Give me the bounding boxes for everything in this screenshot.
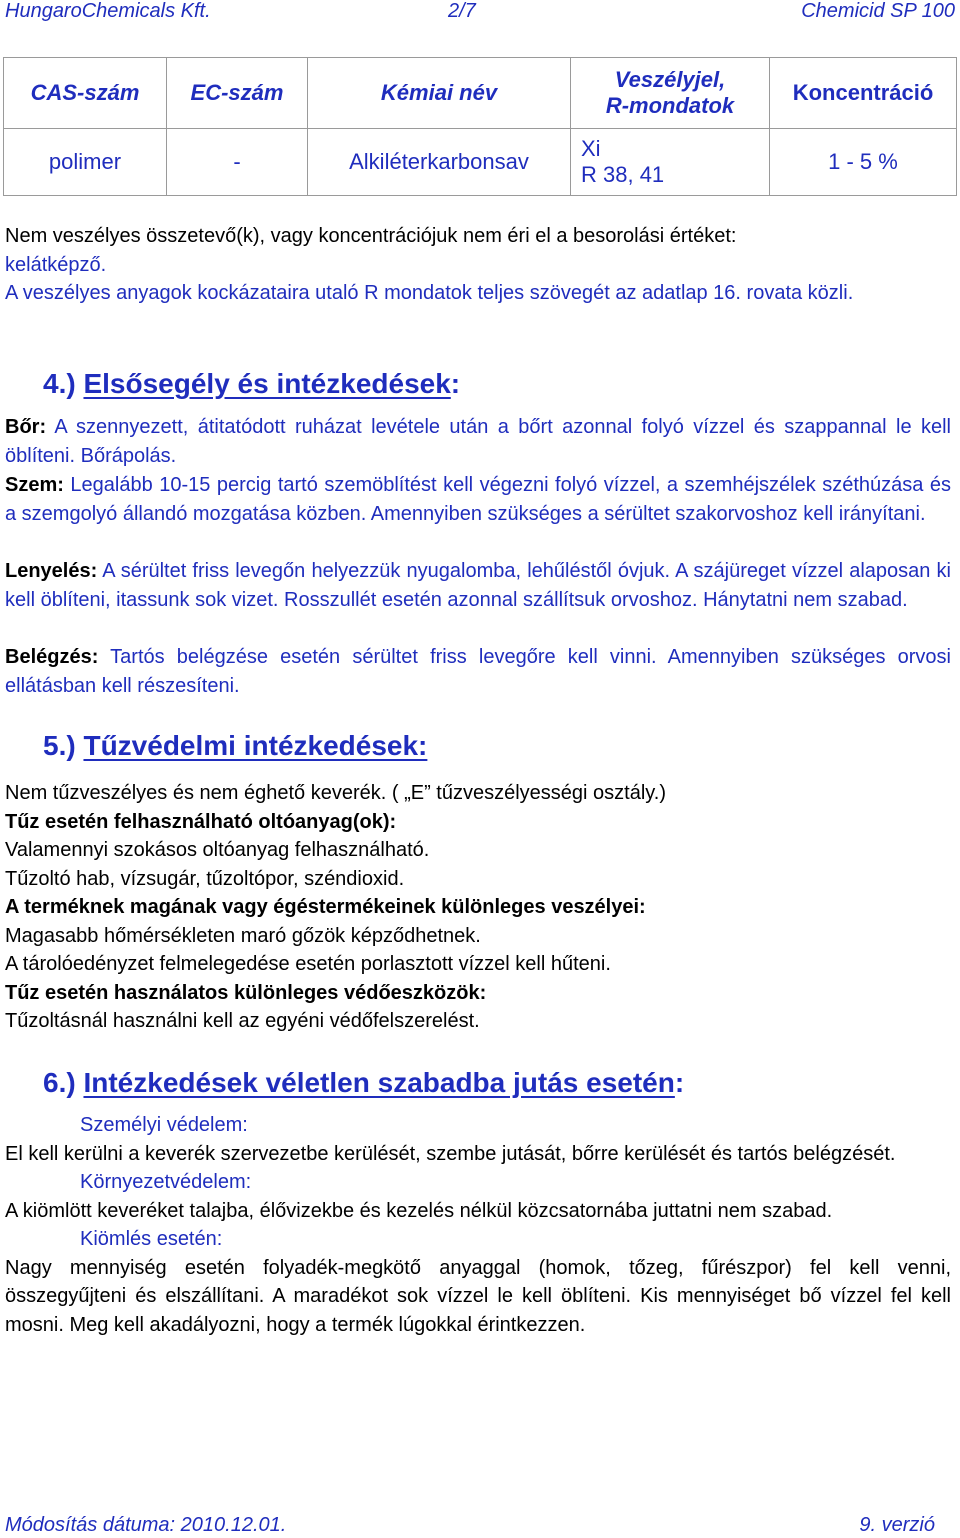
fire-classification: Nem tűzveszélyes és nem éghető keverék. ( „E” tűzveszélyességi osztály.) [5, 782, 666, 804]
cell-cas: polimer [4, 129, 167, 196]
r-phrases-note: A veszélyes anyagok kockázataira utaló R mondatok teljes szövegét az adatlap 16. rovata közli. [5, 282, 854, 304]
section-4-number: 4. [43, 368, 67, 399]
first-aid-eye [5, 471, 951, 528]
personal-protection-text: El kell kerülni a keverék szervezetbe kerülését, szembe jutását, bőrre kerülését és tartós belégzését. [5, 1142, 896, 1165]
ingestion-label: Lenyelés: [5, 560, 98, 582]
eye-label: Szem: [5, 474, 64, 496]
document-name: Chemicid SP 100 [801, 0, 955, 22]
col-ec: EC-szám [167, 58, 308, 129]
protective-equipment-text: Tűzoltásnál használni kell az egyéni védőfelszerelést. [5, 1010, 480, 1032]
version: 9. verzió [859, 1514, 935, 1536]
section-6-title: Intézkedések véletlen szabadba jutás esetén [83, 1067, 675, 1098]
non-hazardous-line: Nem veszélyes összetevő(k), vagy koncentrációjuk nem éri el a besorolási értéket: [5, 225, 737, 247]
inhalation-label: Belégzés: [5, 646, 99, 668]
col-cas: CAS-szám [4, 58, 167, 129]
col-hazard-line2: R-mondatok [605, 93, 735, 118]
environmental-protection-heading: Környezetvédelem: [80, 1171, 252, 1193]
section-4-colon: : [450, 368, 461, 399]
special-hazards-text: Magasabb hőmérsékleten maró gőzök képződhetnek. [5, 924, 481, 947]
skin-label: Bőr: [5, 416, 47, 438]
col-concentration: Koncentráció [770, 58, 957, 129]
container-cooling-text: A tárolóedényzet felmelegedése esetén porlasztott vízzel kell hűteni. [5, 953, 611, 975]
section-6-heading: 6.) Intézkedések véletlen szabadba jutás esetén: [43, 1067, 685, 1098]
cell-hazard [571, 129, 770, 196]
eye-text: Legalább 10-15 percig tartó szemöblítést kell végezni folyó vízzel, a szemhéjszélek széthúzása és a szemgolyó állandó mozgatása közben. Amennyiben szükséges a sérültet szakorvoshoz kell irányítani. [5, 474, 951, 525]
section-6-number: 6. [43, 1067, 67, 1098]
cell-concentration: 1 - 5 % [770, 129, 957, 196]
special-hazards-heading: A terméknek magának vagy égéstermékeinek különleges veszélyei: [5, 896, 646, 918]
table-row [4, 129, 957, 196]
ingestion-text: A sérültet friss levegőn helyezzük nyugalomba, lehűléstől óvjuk. A szájüreget vízzel alaposan ki kell öblíteni, itassunk sok vizet. Rosszullét esetén azonnal szállítsuk orvoshoz. Hánytatni nem szabad. [5, 560, 951, 611]
section-6-colon: : [674, 1067, 685, 1098]
accidental-release [5, 1111, 951, 1339]
skin-text: A szennyezett, átitatódott ruházat levétele után a bőrt azonnal folyó vízzel és szappannal le kell öblíteni. Bőrápolás. [5, 416, 951, 467]
fire-measures [5, 779, 951, 1036]
company-name: HungaroChemicals Kft. [5, 0, 211, 22]
environmental-protection-text: A kiömlött keveréket talajba, élővizekbe és kezelés nélkül közcsatornába juttatni nem szabad. [5, 1199, 833, 1222]
non-hazardous-note [5, 222, 951, 308]
section-5-heading: 5.) Tűzvédelmi intézkedések: [43, 730, 428, 761]
section-4-title: Elsősegély és intézkedések [83, 368, 451, 399]
protective-equipment-heading: Tűz esetén használatos különleges védőeszközök: [5, 981, 487, 1004]
spillage-text: Nagy mennyiség esetén folyadék-megkötő anyaggal (homok, tőzeg, fűrészpor) fel kell venni, összegyűjteni és elszállítani. A maradékot sok vízzel le kell öblíteni. Kis mennyiséget bő vízzel fel kell mosni. Meg kell akadályozni, hogy a termék lúgokkal érintkezzen. [5, 1256, 951, 1336]
cell-chemical-name: Alkiléterkarbonsav [308, 129, 571, 196]
section-4-heading: 4.) Elsősegély és intézkedések: [43, 368, 461, 399]
col-hazard-line1: Veszélyjel, [614, 67, 726, 92]
extinguishing-media-heading: Tűz esetén felhasználható oltóanyag(ok): [5, 810, 397, 833]
spillage-heading: Kiömlés esetén: [80, 1228, 223, 1250]
personal-protection-heading: Személyi védelem: [80, 1114, 248, 1136]
page-footer [5, 1514, 955, 1538]
first-aid-skin [5, 413, 951, 470]
col-hazard [571, 58, 770, 129]
cell-r-phrases: R 38, 41 [581, 162, 665, 187]
revision-date: Módosítás dátuma: 2010.12.01. [5, 1514, 287, 1536]
cell-ec: - [167, 129, 308, 196]
page-number: 2/7 [448, 0, 476, 22]
composition-table [3, 57, 957, 196]
section-5-title: Tűzvédelmi intézkedések: [83, 730, 428, 761]
first-aid-inhalation [5, 643, 951, 700]
table-header-row [4, 58, 957, 129]
section-5-number: 5. [43, 730, 67, 761]
non-hazardous-component: kelátképző. [5, 253, 107, 276]
page-header [5, 0, 955, 24]
extinguishing-media-text: Valamennyi szokásos oltóanyag felhasználható. [5, 839, 430, 861]
extinguishing-media-list: Tűzoltó hab, vízsugár, tűzoltópor, széndioxid. [5, 867, 405, 890]
inhalation-text: Tartós belégzése esetén sérültet friss levegőre kell vinni. Amennyiben szükséges orvosi ellátásban kell részesíteni. [5, 646, 951, 697]
col-chemical-name: Kémiai név [308, 58, 571, 129]
cell-hazard-symbol: Xi [581, 136, 601, 161]
first-aid-ingestion [5, 557, 951, 614]
